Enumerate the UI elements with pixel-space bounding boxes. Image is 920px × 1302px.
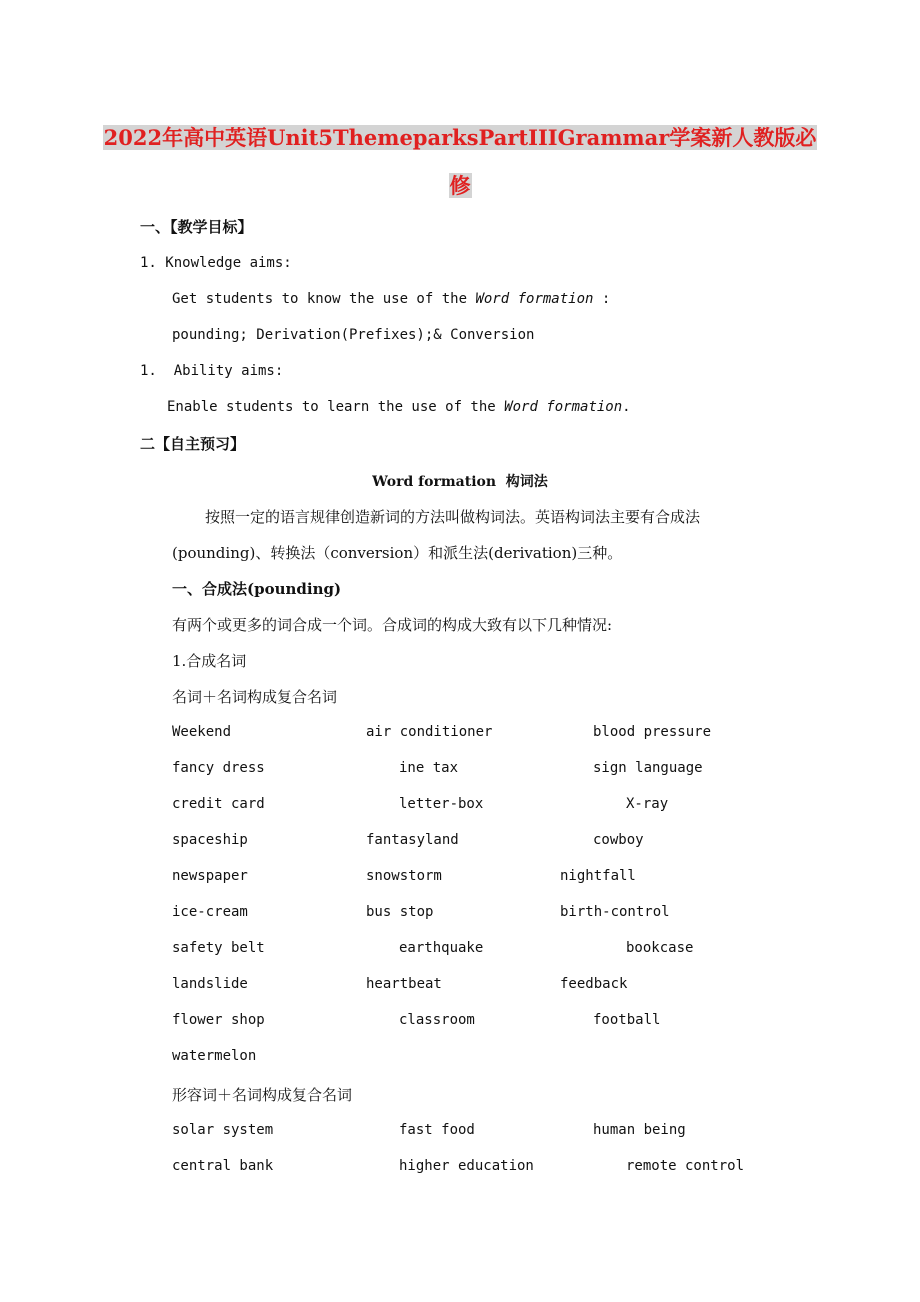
word-item: birth-control <box>560 904 670 920</box>
document-title-line1: 2022年高中英语Unit5ThemeparksPartIIIGrammar学案新人教版必 <box>103 125 817 150</box>
ability-aims-label: 1. Ability aims: <box>140 363 284 379</box>
word-item: ine tax <box>399 760 459 776</box>
word-item: sign language <box>593 760 703 776</box>
word-item: blood pressure <box>593 724 712 740</box>
word-item: flower shop <box>172 1012 265 1028</box>
word-item: safety belt <box>172 940 265 956</box>
word-item: fancy dress <box>172 760 265 776</box>
word-item: credit card <box>172 796 265 812</box>
adj-noun-heading: 形容词＋名词构成复合名词 <box>172 1086 353 1104</box>
word-item: solar system <box>172 1122 274 1138</box>
intro-paragraph-line1: 按照一定的语言规律创造新词的方法叫做构词法。英语构词法主要有合成法 <box>205 508 701 526</box>
word-item: X-ray <box>626 796 669 812</box>
word-item: Weekend <box>172 724 232 740</box>
word-item: letter-box <box>399 796 484 812</box>
word-item: nightfall <box>560 868 636 884</box>
word-item: heartbeat <box>366 976 442 992</box>
word-item: snowstorm <box>366 868 442 884</box>
word-item: landslide <box>172 976 248 992</box>
document-title-line2: 修 <box>449 173 471 198</box>
word-item: fast food <box>399 1122 475 1138</box>
word-item: cowboy <box>593 832 644 848</box>
word-formation-subtitle: Word formation 构词法 <box>372 474 548 490</box>
part1-heading: 一、合成法(pounding) <box>172 580 342 598</box>
part1-description: 有两个或更多的词合成一个词。合成词的构成大致有以下几种情况: <box>172 616 613 634</box>
compound-nouns-heading: 1.合成名词 <box>172 652 247 670</box>
knowledge-aims-text: Get students to know the use of the Word formation : <box>172 291 611 307</box>
knowledge-aims-list: pounding; Derivation(Prefixes);& Conversion <box>172 327 535 343</box>
word-item: watermelon <box>172 1048 257 1064</box>
knowledge-aims-label: 1. Knowledge aims: <box>140 255 292 271</box>
section2-heading: 二【自主预习】 <box>140 435 246 453</box>
word-item: remote control <box>626 1158 745 1174</box>
word-item: newspaper <box>172 868 248 884</box>
word-item: higher education <box>399 1158 534 1174</box>
word-item: human being <box>593 1122 686 1138</box>
intro-paragraph-line2: (pounding)、转换法（conversion）和派生法(derivation)三种。 <box>172 544 623 562</box>
section1-heading: 一、【教学目标】 <box>140 218 253 236</box>
word-item: central bank <box>172 1158 274 1174</box>
word-item: football <box>593 1012 661 1028</box>
word-item: classroom <box>399 1012 475 1028</box>
word-item: earthquake <box>399 940 484 956</box>
word-item: bus stop <box>366 904 434 920</box>
word-item: ice-cream <box>172 904 248 920</box>
word-item: fantasyland <box>366 832 459 848</box>
noun-noun-heading: 名词＋名词构成复合名词 <box>172 688 338 706</box>
word-item: feedback <box>560 976 628 992</box>
ability-aims-text: Enable students to learn the use of the Word formation. <box>167 399 631 415</box>
word-item: spaceship <box>172 832 248 848</box>
word-item: bookcase <box>626 940 694 956</box>
word-item: air conditioner <box>366 724 493 740</box>
